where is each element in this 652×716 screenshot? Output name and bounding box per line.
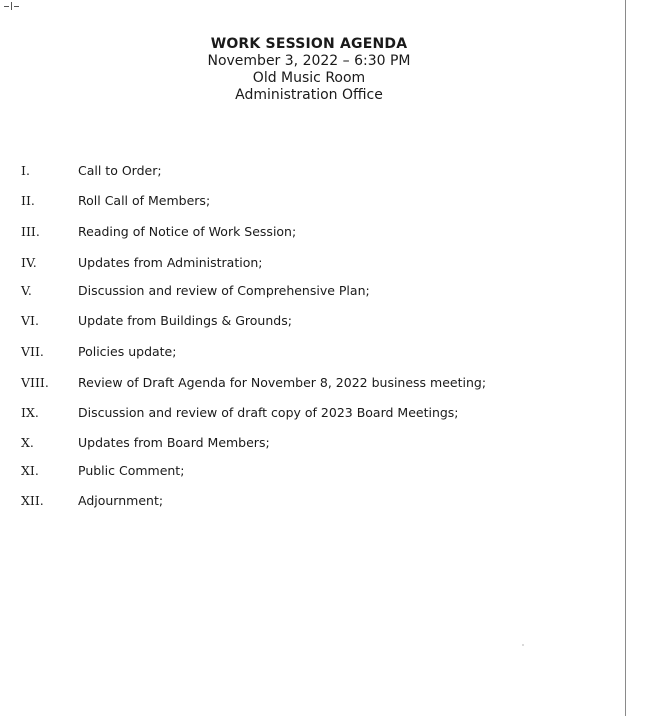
agenda-item — [0, 343, 600, 361]
agenda-item-text: Policies update; — [78, 344, 177, 359]
agenda-item-number: IX. — [21, 405, 39, 420]
agenda-item-number: V. — [21, 283, 32, 298]
agenda-item-number: VIII. — [21, 375, 49, 390]
agenda-item-number: XI. — [21, 463, 39, 478]
agenda-item — [0, 492, 600, 510]
page-edge — [625, 0, 626, 716]
agenda-item-text: Reading of Notice of Work Session; — [78, 224, 297, 239]
agenda-item — [0, 254, 600, 272]
agenda-item-text: Call to Order; — [78, 163, 162, 178]
agenda-item-text: Updates from Administration; — [78, 255, 263, 270]
agenda-item-number: III. — [21, 224, 40, 239]
agenda-item-number: II. — [21, 193, 35, 208]
agenda-item-text: Roll Call of Members; — [78, 193, 211, 208]
agenda-item-text: Update from Buildings & Grounds; — [78, 313, 292, 328]
agenda-item-number: XII. — [21, 493, 44, 508]
agenda-item — [0, 192, 600, 210]
scan-speck — [522, 644, 524, 646]
meeting-location: Old Music Room — [252, 70, 366, 86]
agenda-item — [0, 462, 600, 480]
agenda-item-number: VII. — [21, 344, 44, 359]
agenda-item-number: IV. — [21, 255, 37, 270]
agenda-item-text: Review of Draft Agenda for November 8, 2022 business meeting; — [78, 375, 487, 390]
agenda-item — [0, 312, 600, 330]
agenda-item-number: VI. — [21, 313, 39, 328]
agenda-item — [0, 434, 600, 452]
agenda-item-text: Discussion and review of Comprehensive Plan; — [78, 283, 370, 298]
agenda-item — [0, 374, 600, 392]
agenda-item — [0, 404, 600, 422]
agenda-item-number: X. — [21, 435, 34, 450]
agenda-header — [0, 36, 618, 104]
agenda-item — [0, 223, 600, 241]
meeting-building: Administration Office — [235, 87, 383, 103]
agenda-item — [0, 162, 600, 180]
agenda-item-text: Adjournment; — [78, 493, 164, 508]
agenda-item — [0, 282, 600, 300]
meeting-date-time: November 3, 2022 – 6:30 PM — [207, 53, 411, 69]
scan-crop-mark — [4, 0, 22, 12]
agenda-item-text: Discussion and review of draft copy of 2023 Board Meetings; — [78, 405, 459, 420]
agenda-item-text: Public Comment; — [78, 463, 185, 478]
agenda-item-number: I. — [21, 163, 30, 178]
document-title: WORK SESSION AGENDA — [210, 36, 408, 52]
agenda-item-text: Updates from Board Members; — [78, 435, 270, 450]
